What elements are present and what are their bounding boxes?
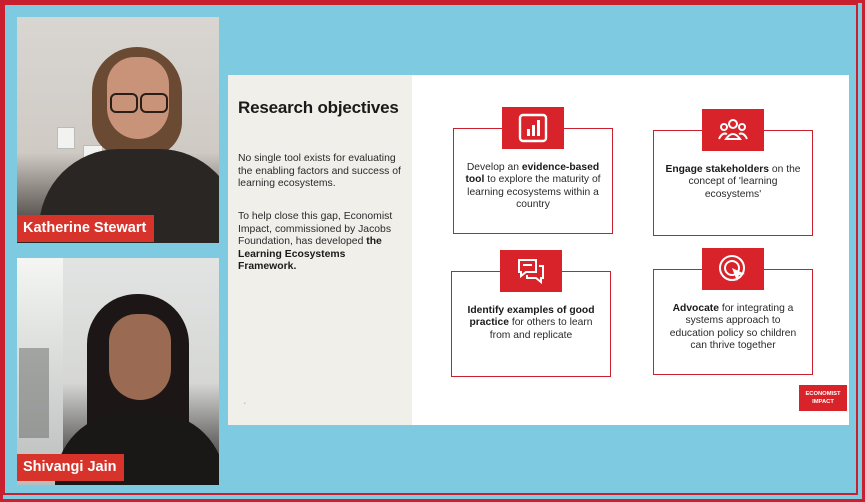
wall-switch [57, 127, 75, 149]
objective-card [451, 271, 611, 377]
video-tile-katherine[interactable] [17, 17, 219, 243]
slide-left-panel [228, 75, 412, 425]
slide-marker: ʻ [244, 401, 246, 410]
people-group-icon [702, 109, 764, 151]
participant-name-label: Katherine Stewart [17, 215, 154, 242]
participant-name-label: Shivangi Jain [17, 454, 124, 481]
target-cursor-icon [702, 248, 764, 290]
slide-title: Research objectives [238, 98, 399, 117]
objective-text: Develop an evidence-based tool to explore the maturity of learning ecosystems within a country [465, 162, 601, 211]
objective-card [653, 130, 813, 236]
objective-card [653, 269, 813, 375]
shared-slide[interactable] [228, 75, 849, 425]
objective-text: Engage stakeholders on the concept of 'learning ecosystems' [665, 164, 801, 200]
video-tile-shivangi[interactable] [17, 258, 219, 485]
economist-impact-logo: ECONOMIST IMPACT [799, 385, 847, 411]
slide-paragraph: No single tool exists for evaluating the enabling factors and success of learning ecosystems. [238, 153, 401, 190]
background-window-detail [19, 348, 49, 438]
objective-card [453, 128, 613, 234]
objective-text: Advocate for integrating a systems approach to education policy so children can thrive together [669, 303, 797, 352]
chat-bubbles-icon [500, 250, 562, 292]
bar-chart-icon [502, 107, 564, 149]
slide-paragraph: To help close this gap, Economist Impact, commissioned by Jacobs Foundation, has developed the Learning Ecosystems Framework. [238, 211, 393, 273]
participant-face [109, 314, 171, 400]
objective-text: Identify examples of good practice for others to learn from and replicate [467, 305, 595, 341]
glasses [110, 93, 168, 113]
